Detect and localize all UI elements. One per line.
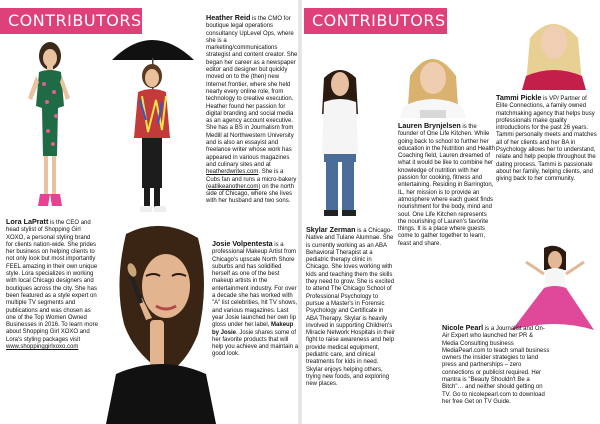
- lora-bio: [6, 218, 98, 351]
- contributors-banner: CONTRIBUTORS: [0, 8, 142, 34]
- tammi-body: is VP/ Partner of Elite Connections, a family owned matchmaking agency that helps busy professionals make quality introductions for the past 26 years. Tammi personally meets and matches all of her clients and her BA in Psychology allows her to understand, relate and help people throughout the dating process. Tammi is passionate about her family, helping clients, and giving back to her community.: [496, 96, 597, 183]
- tammi-bio: [496, 94, 600, 184]
- heather-name: Heather Reid: [206, 13, 251, 22]
- skylar-body: is a Chicago-Native and Tulane Alumnae. She is currently working as an ABA Behavioral Therapist at a pediatric therapy clinic in Chicago. She loves working with kids and teaching them the skills they need to grow. She is excited to attend The Chicago School of Professional Psychology to pursue a Master's in Forensic Psychology and Certificate in ABA Therapy. Skylar is heavily involved in supporting Children's Miracle Network Hospitals in their fight to raise awareness and help provide medical equipment, pediatric care, and clinical treatments for kids in need. Skylar enjoys helping others, trying new foods, and exploring new places.: [306, 228, 396, 388]
- heather-body: is the CMO for boutique legal operations consultancy UpLevel Ops, where she is a marketing/communications strategist and content creator. She began her career as a newspaper editor and designer but quickly moved on to the (then) new Internet frontier, where she held nearly every online role, from technology to creative execution. Heather found her passion for digital branding and social media as an agency account executive. She has a BS in Journalism from Medill at Northwestern University and is also an essayist and freelance writer whose work has appeared in various magazines and culinary sites and at: [206, 16, 298, 168]
- heather-body-2: . She is a Cubs fan and runs a micro-bakery (: [206, 169, 297, 190]
- josie-photo: [106, 224, 216, 424]
- lauren-photo: [396, 46, 468, 118]
- lora-name: Lora LaPratt: [6, 217, 49, 226]
- josie-body: is a professional Makeup Artist from Chicago's upscale North Shore suburbs and has solidified herself as one of the best makeup artists in the entertainment industry. For over a decade she has worked with "A" list celebrities, hit TV shows, and various magazines. Last year Josie launched her own lip gloss under her label,: [212, 242, 298, 329]
- heather-bakery-link[interactable]: eatlikeanother.com: [208, 183, 259, 190]
- heather-website-link[interactable]: heatherdwrites.com: [206, 169, 259, 176]
- heather-bio: [206, 14, 298, 206]
- nicole-name: Nicole Pearl: [442, 323, 484, 332]
- lora-photo: [14, 36, 84, 212]
- skylar-photo: [310, 62, 370, 222]
- nicole-bio: [442, 324, 550, 406]
- josie-brand: Makeup by Josie: [212, 322, 294, 336]
- tammi-photo: [518, 14, 588, 90]
- heather-body-3: ) on the north side of Chicago, where she lives with her husband and two sons.: [206, 183, 295, 205]
- josie-bio: [212, 240, 300, 359]
- right-page: [300, 0, 600, 424]
- lauren-bio: [398, 122, 496, 248]
- lauren-name: Lauren Brynjelsen: [398, 121, 461, 130]
- skylar-bio: [306, 226, 396, 389]
- josie-name: Josie Volpentesta: [212, 239, 273, 248]
- lora-website-link[interactable]: www.shoppinggirlxoxo.com: [6, 344, 79, 351]
- nicole-photo: [506, 244, 598, 334]
- heather-photo: [102, 20, 202, 226]
- skylar-name: Skylar Zerman: [306, 225, 356, 234]
- lora-body: is the CEO and head stylist of Shopping Girl XOXO, a personal styling brand for clients nation-wide. She prides her business on helping clients to not only look but most importantly FEEL amazing in their own unique style. Lora specializes in working with local Chicago designers and boutiques across the city. She has been featured as a style expert on multiple TV segments and publications and was chosen as one of the Top Women Owned Businesses in 2016. To learn more about Shopping Girl XOXO and Lora's styling packages visit: [6, 220, 98, 343]
- josie-body-2: . Josie shares some of her favorite products that will help you achieve and maintain a good look.: [212, 329, 299, 358]
- lauren-body: is the founder of One Life Kitchen. While going back to school to further her education in the Nutrition and Health Coaching field, Lauren dreamed of what it would be like to combine her knowledge of nutrition with her passion for cooking, fitness and entertaining. Residing in Barrington, IL, her mission is to provide an atmosphere where each guest finds nourishment for the body, mind and soul. One Life Kitchen represents the nourishing of Lauren's favorite things. It is a place where guests come to gather together to learn, feast and share.: [398, 124, 496, 247]
- tammi-name: Tammi Pickle: [496, 93, 542, 102]
- nicole-body: is a Journalist and On-Air Expert who launched her PR & Media Consulting business MediaPearl.com to teach small business owners the insider strategies to land press and partnerships – zero connections or publicist required. Her mantra is "Beauty Shouldn't Be a Bitch"… and neither should getting on TV. Go to nicolepearl.com to download her free Get on TV Guide.: [442, 326, 550, 405]
- contributors-banner-right: CONTRIBUTORS: [304, 8, 447, 34]
